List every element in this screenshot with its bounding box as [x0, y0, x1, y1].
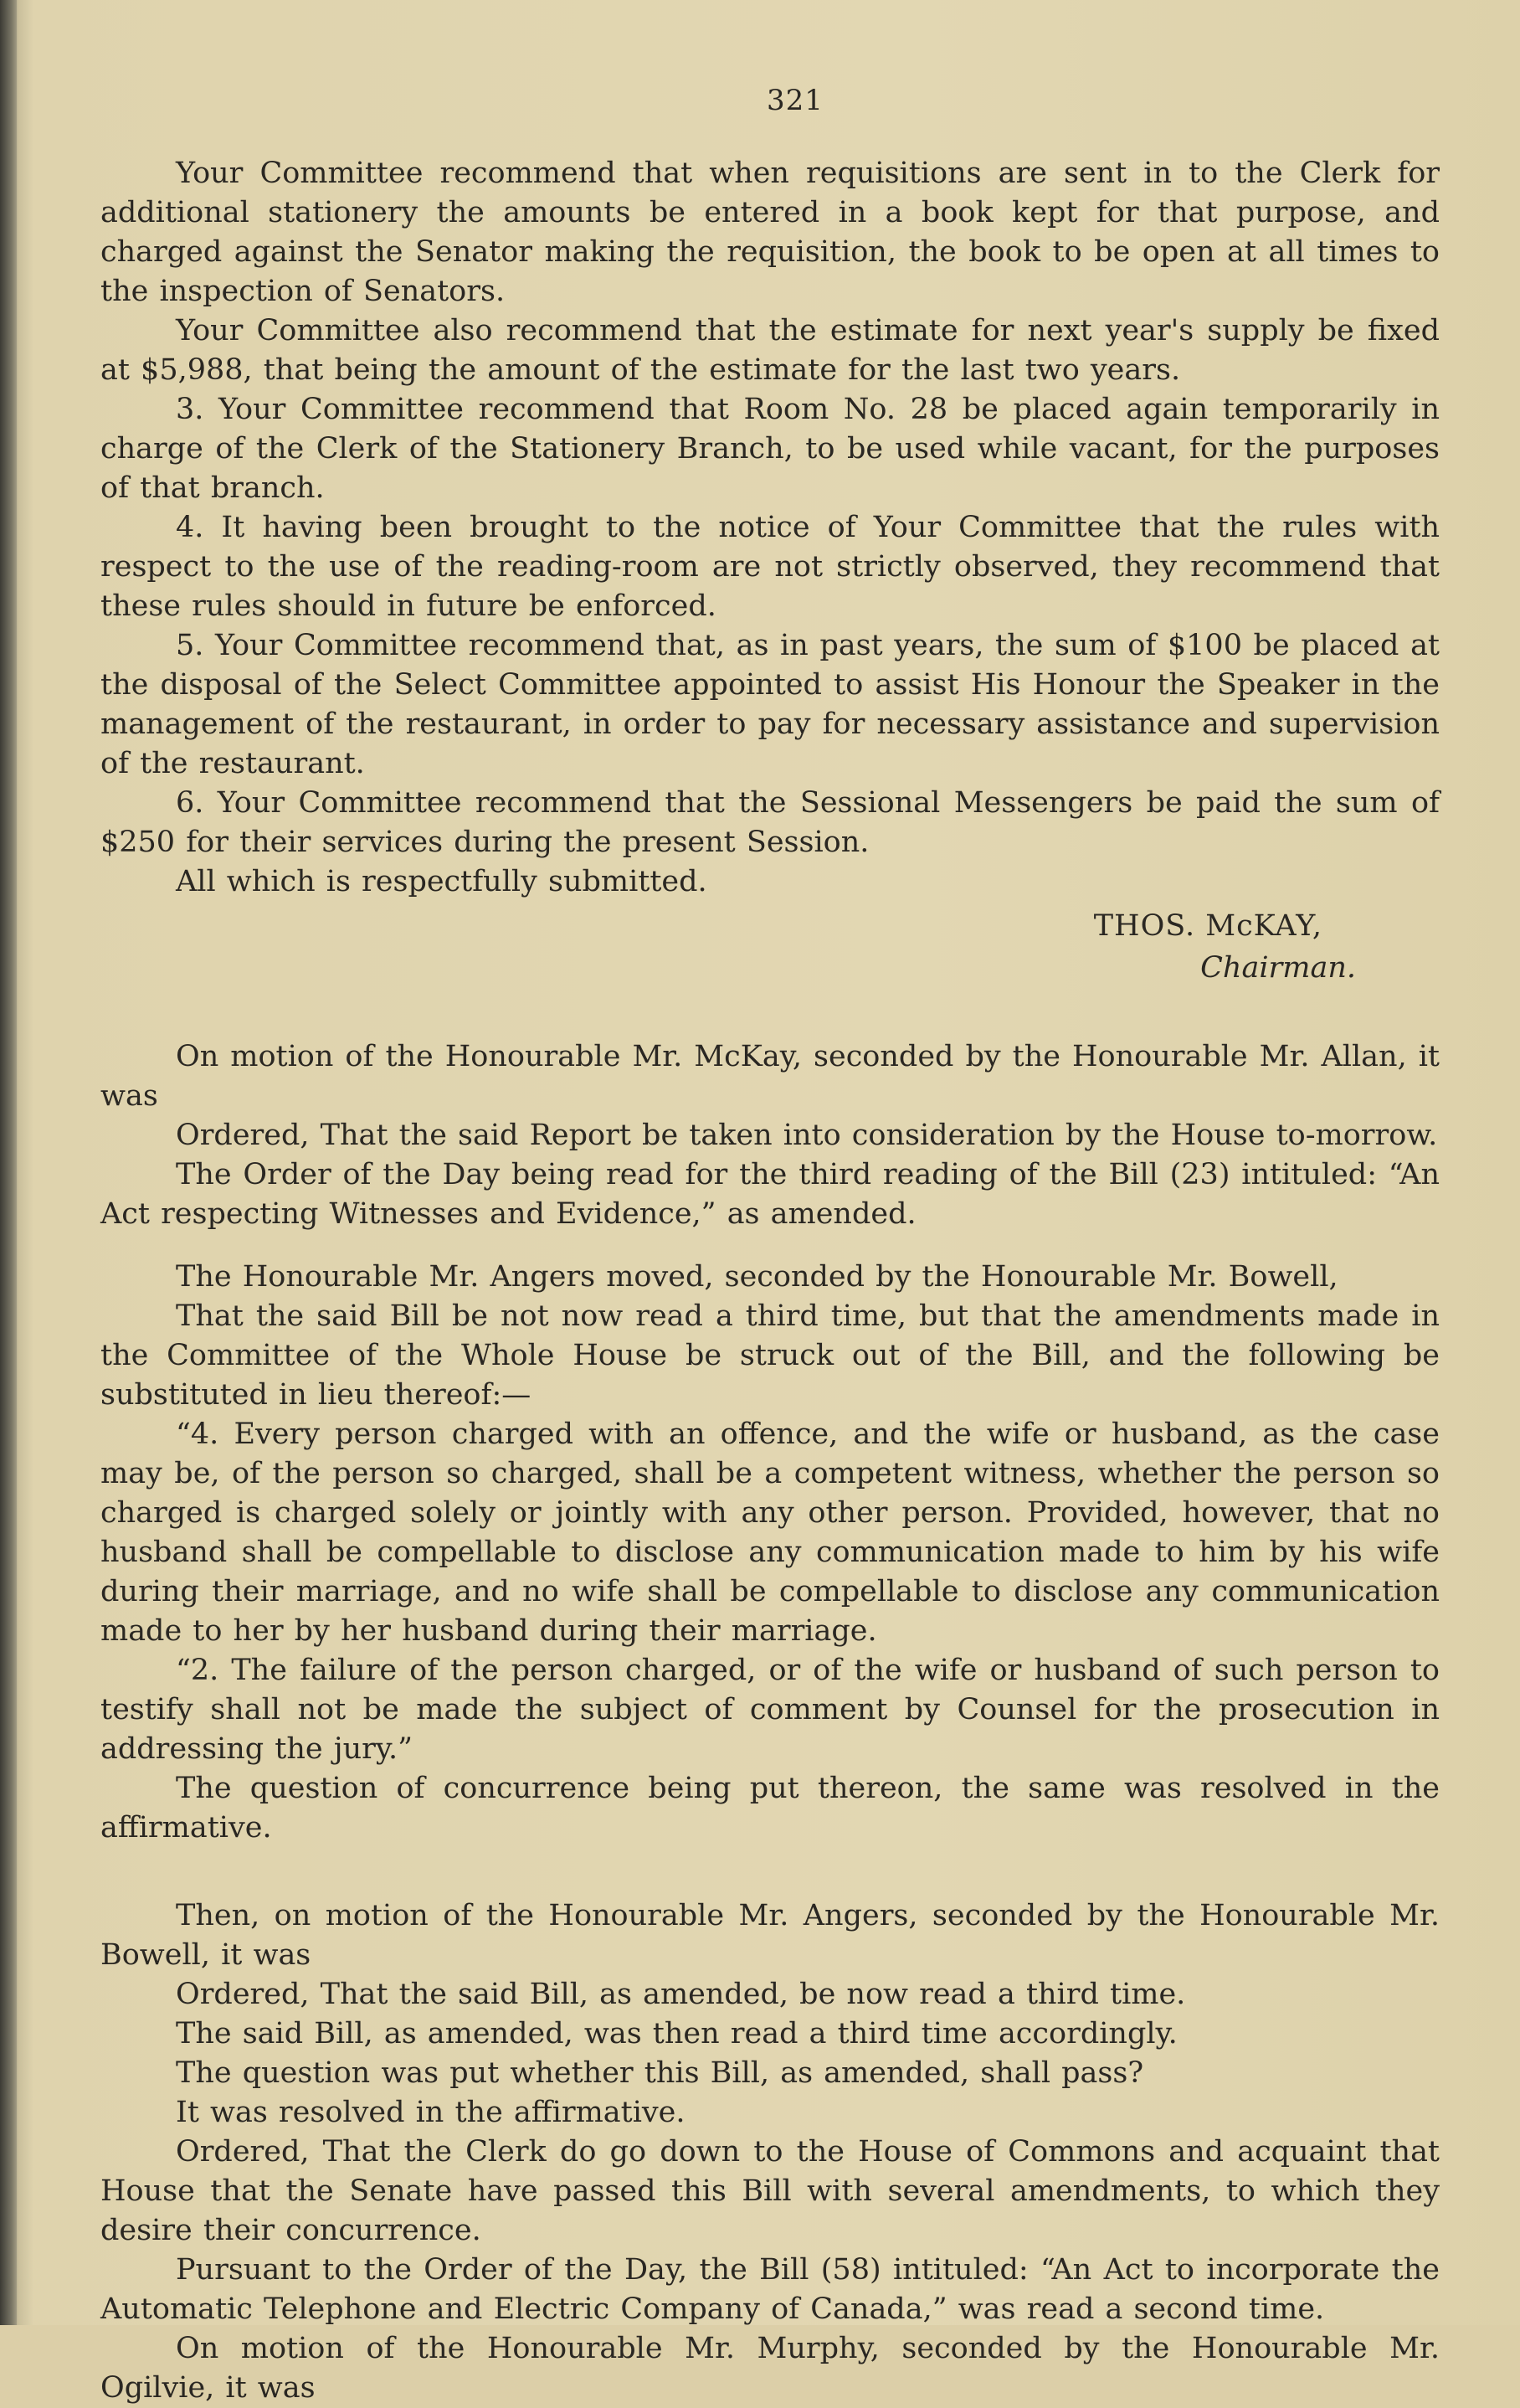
paragraph-amendment-motion: That the said Bill be not now read a third time, but that the amendments made in the Committee of the Whole House be struck out of the Bill, and the following be substituted in lieu thereof:— — [100, 1299, 1440, 1412]
signature-name: THOS. McKAY, — [1093, 909, 1322, 943]
paragraph-motion-mckay: On motion of the Honourable Mr. McKay, seconded by the Honourable Mr. Allan, it was — [100, 1040, 1440, 1113]
paragraph-resolved: It was resolved in the affirmative. — [176, 2096, 686, 2129]
paragraph-clause-4: “4. Every person charged with an offence, and the wife or husband, as the case may be, of the person so charged, shall be a competent witness, whether the person so charged is charged solely or jointly with any other person. Provided, however, that no husband shall be compellable to disclose any communication made to him by his wife during their marriage, and no wife shall be compellable to disclose any communication made to her by her husband during their marriage. — [100, 1418, 1440, 1648]
paragraph-submitted: All which is respectfully submitted. — [176, 865, 707, 898]
paragraph-ordered-third-reading: Ordered, That the said Bill, as amended, be now read a third time. — [176, 1978, 1186, 2011]
signature-block — [100, 905, 1440, 989]
paragraph-question-pass: The question was put whether this Bill, as amended, shall pass? — [176, 2056, 1144, 2090]
paragraph-concurrence: The question of concurrence being put thereon, the same was resolved in the affirmative. — [100, 1772, 1440, 1845]
paragraph-clause-2: “2. The failure of the person charged, or of the wife or husband of such person to testify shall not be made the subject of comment by Counsel for the prosecution in addressing the jury.” — [100, 1654, 1440, 1766]
paragraph-reading-room: 4. It having been brought to the notice of Your Committee that the rules with respect to the use of the reading-room are not strictly observed, they recommend that these rules should in future be enforced. — [100, 511, 1440, 623]
paragraph-order-of-day-bill-23: The Order of the Day being read for the third reading of the Bill (23) intituled: “An Act respecting Witnesses and Evidence,” as amended. — [100, 1158, 1440, 1231]
signature-title: Chairman. — [1200, 951, 1356, 985]
paragraph-messengers: 6. Your Committee recommend that the Sessional Messengers be paid the sum of $250 for their services during the present Session. — [100, 786, 1440, 859]
paragraph-motion-murphy: On motion of the Honourable Mr. Murphy, seconded by the Honourable Mr. Ogilvie, it was — [100, 2332, 1440, 2405]
paragraph-angers-moved: The Honourable Mr. Angers moved, seconded by the Honourable Mr. Bowell, — [176, 1260, 1338, 1294]
paragraph-stationery-requisitions: Your Committee recommend that when requisitions are sent in to the Clerk for additional stationery the amounts be entered in a book kept for that purpose, and charged against the Senator making the requisition, the book to be open at all times to the inspection of Senators. — [100, 157, 1440, 308]
page-text-column — [100, 84, 1440, 2408]
paragraph-clerk-commons: Ordered, That the Clerk do go down to the House of Commons and acquaint that House that the Senate have passed this Bill with several amendments, to which they desire their concurrence. — [100, 2135, 1440, 2247]
paragraph-motion-angers: Then, on motion of the Honourable Mr. Angers, seconded by the Honourable Mr. Bowell, it was — [100, 1899, 1440, 1972]
paragraph-room-28: 3. Your Committee recommend that Room No. 28 be placed again temporarily in charge of the Clerk of the Stationery Branch, to be used while vacant, for the purposes of that branch. — [100, 393, 1440, 505]
paragraph-read-third-time: The said Bill, as amended, was then read a third time accordingly. — [176, 2017, 1178, 2050]
page-number: 321 — [767, 84, 824, 117]
paragraph-ordered-report: Ordered, That the said Report be taken into consideration by the House to-morrow. — [176, 1119, 1438, 1152]
paragraph-estimate: Your Committee also recommend that the estimate for next year's supply be fixed at $5,988, that being the amount of the estimate for the last two years. — [100, 314, 1440, 387]
paragraph-bill-58: Pursuant to the Order of the Day, the Bill (58) intituled: “An Act to incorporate the Automatic Telephone and Electric Company of Canada,” was read a second time. — [100, 2253, 1440, 2326]
paragraph-restaurant: 5. Your Committee recommend that, as in past years, the sum of $100 be placed at the disposal of the Select Committee appointed to assist His Honour the Speaker in the management of the restaurant, in order to pay for necessary assistance and supervision of the restaurant. — [100, 629, 1440, 780]
book-spine-edge — [0, 0, 17, 2325]
